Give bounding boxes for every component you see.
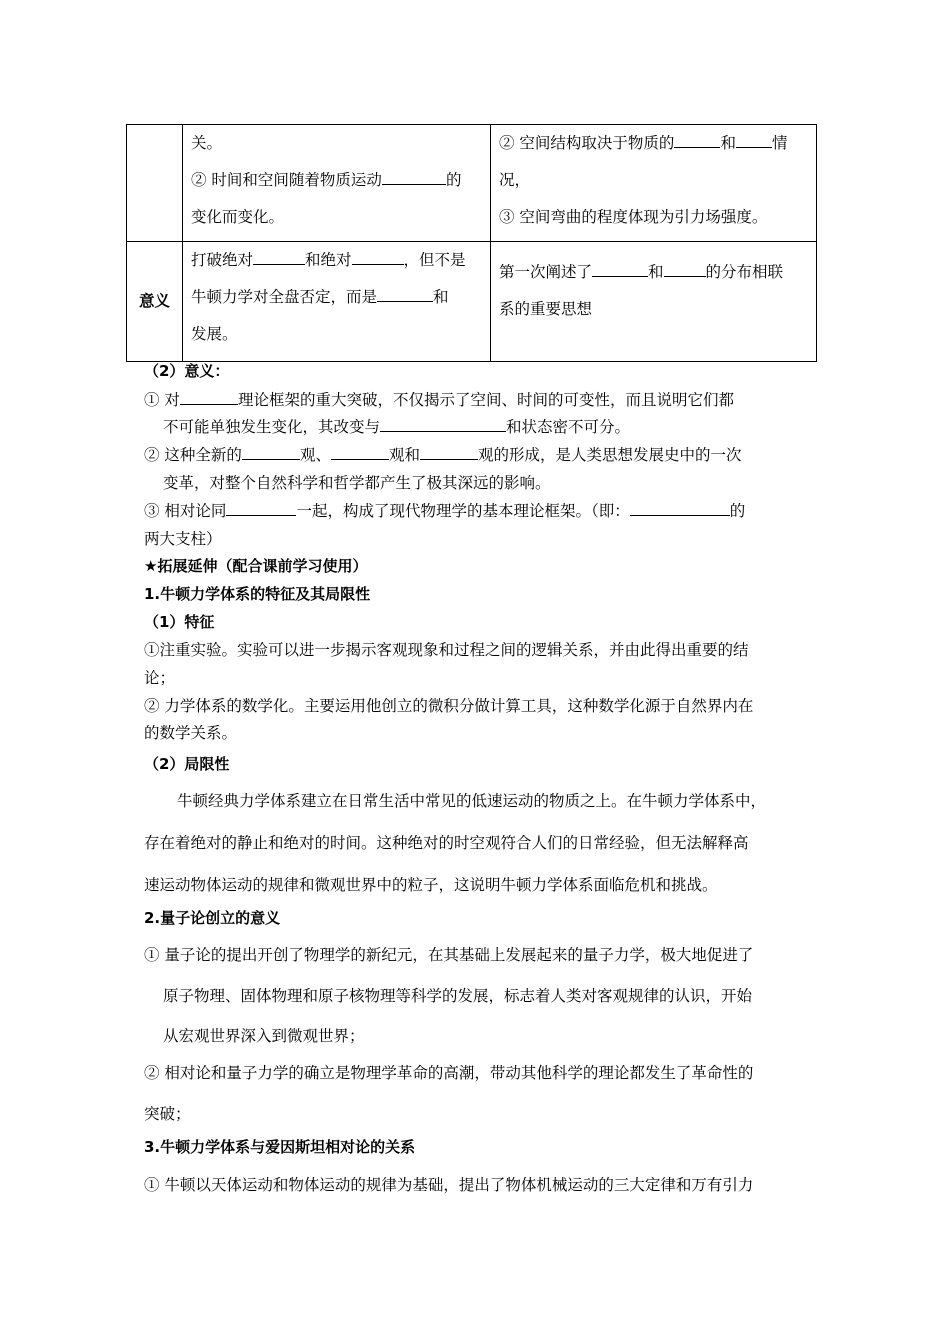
cell-text: 打破绝对 (191, 251, 254, 269)
table-row (127, 242, 817, 362)
cell-text: ，但不是 (403, 251, 466, 269)
section-1-paragraph-3-line-1: 牛顿经典力学体系建立在日常生活中常见的低速运动的物质之上。在牛顿力学体系中， (177, 792, 767, 810)
cell-text: 变化而变化。 (191, 208, 285, 226)
fill-blank[interactable] (592, 264, 648, 277)
text: 理论框架的重大突破，不仅揭示了空间、时间的可变性，而且说明它们都 (237, 391, 734, 409)
text: 观的形成，是人类思想发展史中的一次 (477, 446, 742, 464)
section-2-paragraph-2-line-1: ② 相对论和量子力学的确立是物理学革命的高潮，带动其他科学的理论都发生了革命性的 (144, 1064, 754, 1082)
cell-text: 和 (433, 288, 449, 306)
cell-text: 关。 (191, 134, 223, 152)
cell-text: 和绝对 (305, 251, 352, 269)
table-cell-relativity-content (491, 125, 817, 242)
cell-text: 发展。 (191, 325, 238, 343)
significance-item-3-line-2: 两大支柱） (144, 530, 222, 548)
table-row (127, 125, 817, 242)
section-1-paragraph-1-line-2: 论； (144, 669, 176, 687)
section-2-title: 2.量子论创立的意义 (144, 909, 281, 927)
section-1-paragraph-2-line-1: ② 力学体系的数学化。主要运用他创立的微积分做计算工具，这种数学化源于自然界内在 (144, 697, 754, 715)
fill-blank[interactable] (377, 289, 433, 302)
table-cell-label-significance: 意义 (127, 242, 183, 362)
cell-text: 和 (648, 263, 664, 281)
fill-blank[interactable] (674, 135, 720, 148)
fill-blank[interactable] (736, 135, 772, 148)
significance-item-3-line-1 (144, 499, 745, 521)
cell-text: 况， (499, 171, 531, 189)
fill-blank[interactable] (630, 503, 730, 516)
text: 不可能单独发生变化，其改变与 (163, 418, 381, 436)
section-1-paragraph-1-line-1: ①注重实验。实验可以进一步揭示客观现象和过程之间的逻辑关系，并由此得出重要的结 (144, 641, 749, 659)
fill-blank[interactable] (380, 419, 506, 432)
significance-item-1-line-2 (163, 415, 630, 437)
section-1-subheading-features: （1）特征 (144, 613, 215, 631)
cell-text: 系的重要思想 (499, 300, 593, 318)
table-cell-label-empty (127, 125, 183, 242)
cell-text: 和 (720, 134, 736, 152)
fill-blank[interactable] (226, 503, 296, 516)
fill-blank[interactable] (242, 447, 300, 460)
significance-item-2-line-2: 变革，对整个自然科学和哲学都产生了极其深远的影响。 (163, 474, 551, 492)
section-3-paragraph-1-line-1: ① 牛顿以天体运动和物体运动的规律为基础，提出了物体机械运动的三大定律和万有引力 (144, 1176, 754, 1194)
significance-item-2-line-1 (144, 443, 741, 465)
section-1-title: 1.牛顿力学体系的特征及其局限性 (144, 585, 371, 603)
text: 观和 (388, 446, 420, 464)
fill-blank[interactable] (331, 447, 389, 460)
extension-heading: ★拓展延伸（配合课前学习使用） (144, 557, 368, 575)
fill-blank[interactable] (180, 392, 238, 405)
cell-text: 的 (445, 171, 462, 189)
table-cell-significance-right (491, 242, 817, 362)
section-1-paragraph-2-line-2: 的数学关系。 (144, 724, 238, 742)
section-3-title: 3.牛顿力学体系与爱因斯坦相对论的关系 (144, 1138, 416, 1156)
table-cell-significance-mid (183, 242, 491, 362)
table-cell-einstein-content (183, 125, 491, 242)
section-1-paragraph-3-line-3: 速运动物体运动的规律和微观世界中的粒子，这说明牛顿力学体系面临危机和挑战。 (144, 876, 718, 894)
fill-blank[interactable] (352, 252, 404, 265)
cell-text: ③ 空间弯曲的程度体现为引力场强度。 (499, 208, 768, 226)
cell-text: 情 (771, 134, 788, 152)
section-2-paragraph-1-line-3: 从宏观世界深入到微观世界； (163, 1027, 365, 1045)
text: ① 对 (144, 391, 180, 409)
significance-item-1-line-1 (144, 388, 734, 410)
text: 观、 (299, 446, 331, 464)
fill-blank[interactable] (420, 447, 478, 460)
cell-text: ② 时间和空间随着物质运动 (191, 171, 382, 189)
section-1-subheading-limitations: （2）局限性 (144, 755, 230, 773)
section-2-paragraph-1-line-2: 原子物理、固体物理和原子核物理等科学的发展，标志着人类对客观规律的认识，开始 (163, 987, 753, 1005)
text: 和状态密不可分。 (506, 418, 631, 436)
fill-blank[interactable] (382, 172, 446, 185)
text: 一起，构成了现代物理学的基本理论框架。（即： (296, 502, 630, 520)
section-2-paragraph-1-line-1: ① 量子论的提出开创了物理学的新纪元，在其基础上发展起来的量子力学，极大地促进了 (144, 946, 754, 964)
section-2-paragraph-2-line-2: 突破； (144, 1105, 191, 1123)
text: 的 (729, 502, 746, 520)
fill-blank[interactable] (253, 252, 305, 265)
cell-text: 牛顿力学对全盘否定，而是 (191, 288, 378, 306)
section-1-paragraph-3-line-2: 存在着绝对的静止和绝对的时间。这种绝对的时空观符合人们的日常经验，但无法解释高 (144, 834, 749, 852)
cell-text: ② 空间结构取决于物质的 (499, 134, 675, 152)
text: ③ 相对论同 (144, 502, 227, 520)
fill-blank[interactable] (664, 264, 706, 277)
cell-text: 的分布相联 (705, 263, 784, 281)
text: ② 这种全新的 (144, 446, 242, 464)
comparison-table (126, 124, 817, 362)
significance-heading: （2）意义： (144, 362, 230, 380)
cell-text: 第一次阐述了 (499, 263, 593, 281)
